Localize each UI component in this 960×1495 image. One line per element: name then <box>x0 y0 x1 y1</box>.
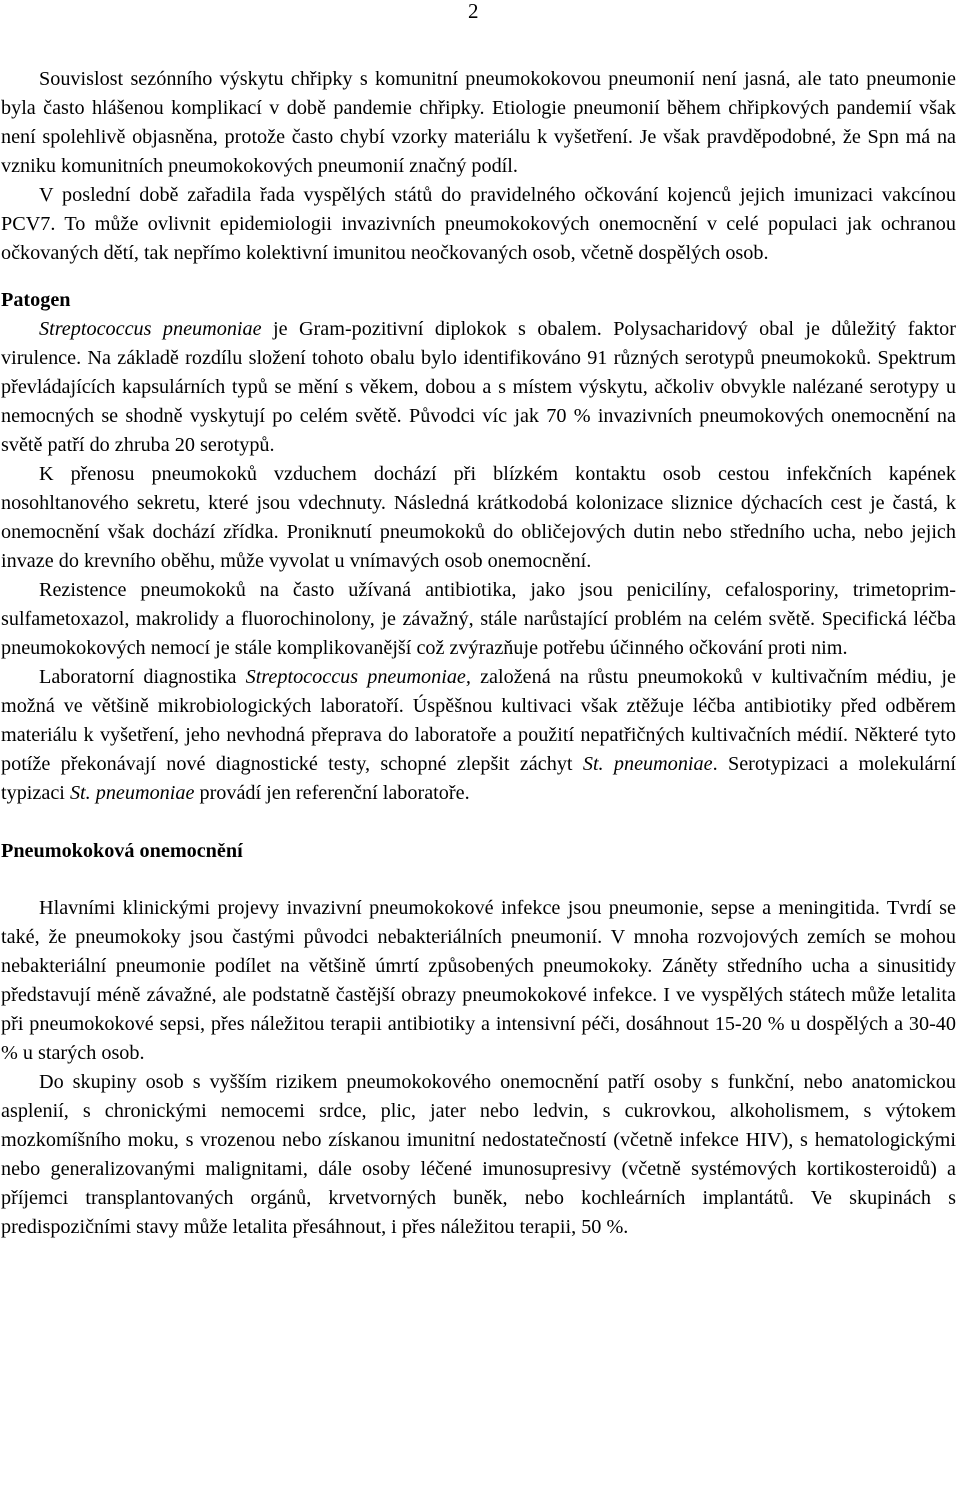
species-name: Streptococcus pneumoniae, <box>245 666 471 688</box>
paragraph-patogen-3: Rezistence pneumokoků na často užívaná antibiotika, jako jsou penicilíny, cefalosporiny, trimetoprim-sulfametoxazol, makrolidy a fluorochinolony, je závažný, stále narůstající problém na celém světě. Specifická léčba pneumokokových nemocí je stále komplikovanější což zvýrazňuje potřebu účinného očkování proti nim. <box>1 579 956 659</box>
paragraph-patogen-1 <box>1 315 956 460</box>
paragraph-text: . Serotypizaci a molekulární typizaci <box>1 753 957 804</box>
paragraph-intro-2: V poslední době zařadila řada vyspělých států do pravidelného očkování kojenců jejich imunizaci vakcínou PCV7. To může ovlivnit epidemiologii invazivních pneumokokových onemocnění v celé populaci jak ochranou očkovaných dětí, tak nepřímo kolektivní imunitou neočkovaných osob, včetně dospělých osob. <box>1 184 956 264</box>
paragraph-text: Laboratorní diagnostika <box>39 666 246 688</box>
section-heading-pneumo: Pneumokoková onemocnění <box>1 840 243 862</box>
paragraph-text: založená na růstu pneumokoků v kultivačním médiu, je možná ve většině mikrobiologických laboratoří. Úspěšnou kultivaci však ztěžuje léčba antibiotiky před odběrem materiálu k vyšetření, jeho nevhodná přeprava do laboratoře a použití nepatřičných kultivačních médií. Některé tyto potíže překonávají nové diagnostické testy, schopné zlepšit záchyt <box>1 666 956 775</box>
document-body <box>1 65 956 1242</box>
page-number: 2 <box>468 0 479 23</box>
paragraph-patogen-4 <box>1 663 956 808</box>
species-name: St. pneumoniae <box>582 753 713 775</box>
paragraph-patogen-2: K přenosu pneumokoků vzduchem dochází při blízkém kontaktu osob cestou infekčních kapének nosohltanového sekretu, které jsou vdechnuty. Následná krátkodobá kolonizace sliznice dýchacích cest je častá, k onemocnění však dochází zřídka. Proniknutí pneumokoků do obličejových dutin nebo středního ucha, nebo jejich invaze do krevního oběhu, může vyvolat u vnímavých osob onemocnění. <box>1 463 956 572</box>
paragraph-text: provádí jen referenční laboratoře. <box>194 782 470 804</box>
species-name: Streptococcus pneumoniae <box>39 318 262 340</box>
paragraph-pneumo-1: Hlavními klinickými projevy invazivní pneumokokové infekce jsou pneumonie, sepse a meningitida. Tvrdí se také, že pneumokoky jsou častými původci nebakteriálních pneumonií. V mnoha rozvojových zemích se mohou nebakteriální pneumonie podílet na většině úmrtí způsobených pneumokoky. Záněty středního ucha a sinusitidy představují méně závažné, ale podstatně častější obrazy pneumokokové infekce. I ve vyspělých státech může letalita při pneumokokové sepsi, přes náležitou terapii antibiotiky a intensivní péči, dosáhnout 15-20 % u dospělých a 30-40 % u starých osob. <box>1 897 956 1064</box>
section-heading-patogen: Patogen <box>1 289 71 311</box>
paragraph-text: je Gram-pozitivní diplokok s obalem. Polysacharidový obal je důležitý faktor virulence. Na základě rozdílu složení tohoto obalu bylo identifikováno 91 různých serotypů pneumokoků. Spektrum převládajících kapsulárních typů se mění s věkem, dobou a s místem výskytu, ačkoliv obvykle nalézané serotypy u nemocných se shodně vyskytují po celém světě. Původci víc jak 70 % invazivních pneumokových onemocnění na světě patří do zhruba 20 serotypů. <box>1 318 956 456</box>
paragraph-intro-1: Souvislost sezónního výskytu chřipky s komunitní pneumokokovou pneumonií není jasná, ale tato pneumonie byla často hlášenou komplikací v době pandemie chřipky. Etiologie pneumonií během chřipkových pandemií však není spolehlivě objasněna, protože často chybí vzorky materiálu k vyšetření. Je však pravděpodobné, že Spn má na vzniku komunitních pneumokokových pneumonií značný podíl. <box>1 68 956 177</box>
paragraph-pneumo-2: Do skupiny osob s vyšším rizikem pneumokokového onemocnění patří osoby s funkční, nebo anatomickou asplenií, s chronickými nemocemi srdce, plic, jater nebo ledvin, s cukrovkou, alkoholismem, s výtokem mozkomíšního moku, s vrozenou nebo získanou imunitní nedostatečností (včetně infekce HIV), s hematologickými nebo generalizovanými malignitami, dále osoby léčené imunosupresivy (včetně systémových kortikosteroidů) a příjemci transplantovaných orgánů, krvetvorných buněk, nebo kochleárních implantátů. Ve skupinách s predispozičními stavy může letalita přesáhnout, i přes náležitou terapii, 50 %. <box>1 1071 956 1238</box>
species-name: St. pneumoniae <box>69 782 195 804</box>
